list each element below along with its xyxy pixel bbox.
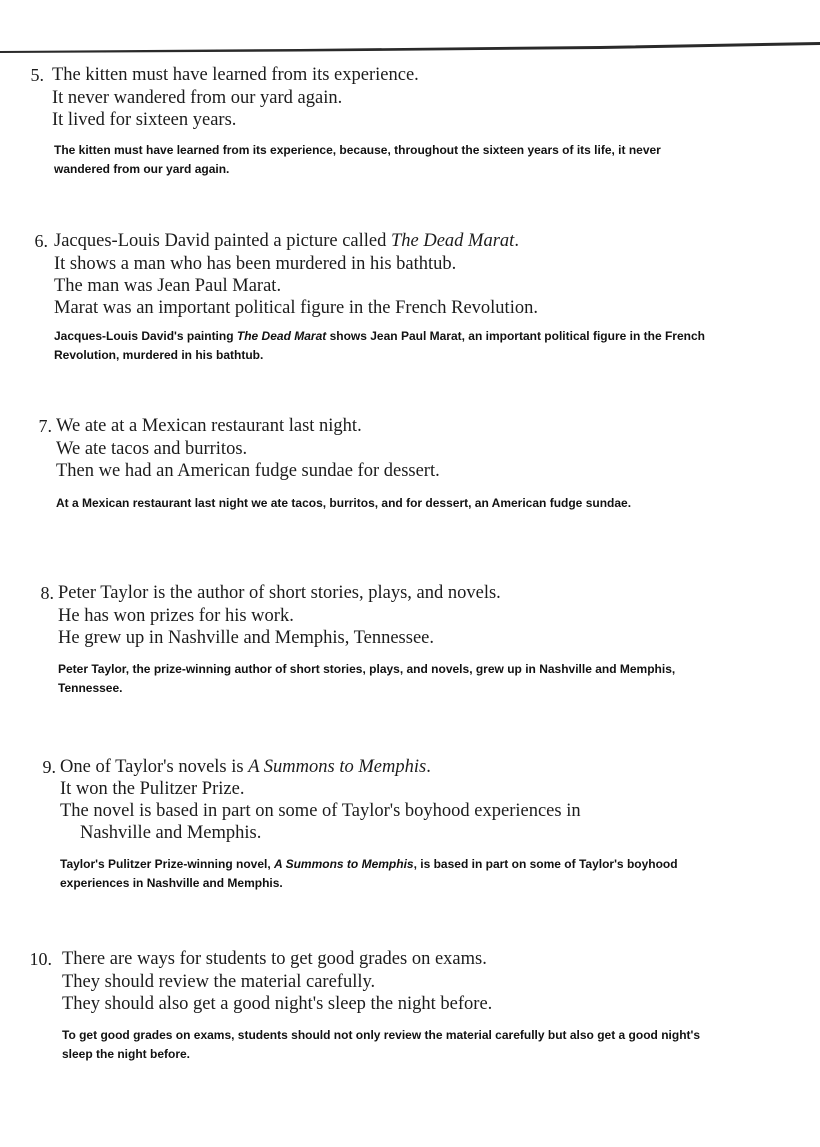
sentence-line: It won the Pulitzer Prize.: [60, 779, 245, 799]
item-number: 8.: [40, 583, 54, 603]
sentence-line: Marat was an important political figure in the French Revolution.: [54, 298, 538, 318]
item-number: 9.: [42, 757, 56, 777]
combined-answer: Jacques-Louis David's painting The Dead Marat shows Jean Paul Marat, an important political figure in the French Revolution, murdered in his bathtub.: [54, 329, 705, 362]
item-number: 5.: [30, 65, 44, 85]
item-number: 7.: [38, 416, 52, 436]
sentence-line: It lived for sixteen years.: [52, 110, 237, 130]
sentence-line: Nashville and Memphis.: [80, 823, 262, 843]
item-number: 10.: [29, 949, 52, 969]
sentence-line: He has won prizes for his work.: [58, 606, 294, 626]
sentence-line: The novel is based in part on some of Taylor's boyhood experiences in: [60, 801, 581, 821]
sentence-line: They should also get a good night's sleep the night before.: [62, 994, 493, 1014]
top-rule: [0, 40, 820, 54]
sentence-line: We ate at a Mexican restaurant last night.: [56, 416, 362, 436]
combined-answer: To get good grades on exams, students should not only review the material carefully but also get a good night's sleep the night before.: [62, 1028, 701, 1061]
sentence-line: The kitten must have learned from its experience.: [52, 65, 419, 85]
combined-answer: The kitten must have learned from its experience, because, throughout the sixteen years of its life, it never wandered from our yard again.: [54, 143, 661, 176]
sentence-line: There are ways for students to get good grades on exams.: [62, 949, 487, 969]
combined-answer: At a Mexican restaurant last night we ate tacos, burritos, and for dessert, an American fudge sundae.: [56, 496, 632, 510]
combined-answer: Taylor's Pulitzer Prize-winning novel, A Summons to Memphis, is based in part on some of Taylor's boyhood experiences in Nashville and Memphis.: [60, 857, 678, 890]
sentence-line: They should review the material carefully.: [62, 972, 376, 992]
sentence-line: The man was Jean Paul Marat.: [54, 276, 282, 296]
item-number: 6.: [34, 231, 48, 251]
combined-answer: Peter Taylor, the prize-winning author of short stories, plays, and novels, grew up in Nashville and Memphis, Tennessee.: [58, 662, 676, 695]
sentence-line: Then we had an American fudge sundae for dessert.: [56, 461, 440, 481]
sentence-line: He grew up in Nashville and Memphis, Tennessee.: [58, 628, 434, 648]
sentence-line: It shows a man who has been murdered in his bathtub.: [54, 254, 457, 274]
sentence-line: Jacques-Louis David painted a picture called The Dead Marat.: [54, 231, 519, 251]
sentence-line: Peter Taylor is the author of short stories, plays, and novels.: [58, 583, 501, 603]
sentence-line: We ate tacos and burritos.: [56, 439, 248, 459]
sentence-line: It never wandered from our yard again.: [52, 88, 343, 108]
sentence-line: One of Taylor's novels is A Summons to Memphis.: [60, 757, 431, 777]
